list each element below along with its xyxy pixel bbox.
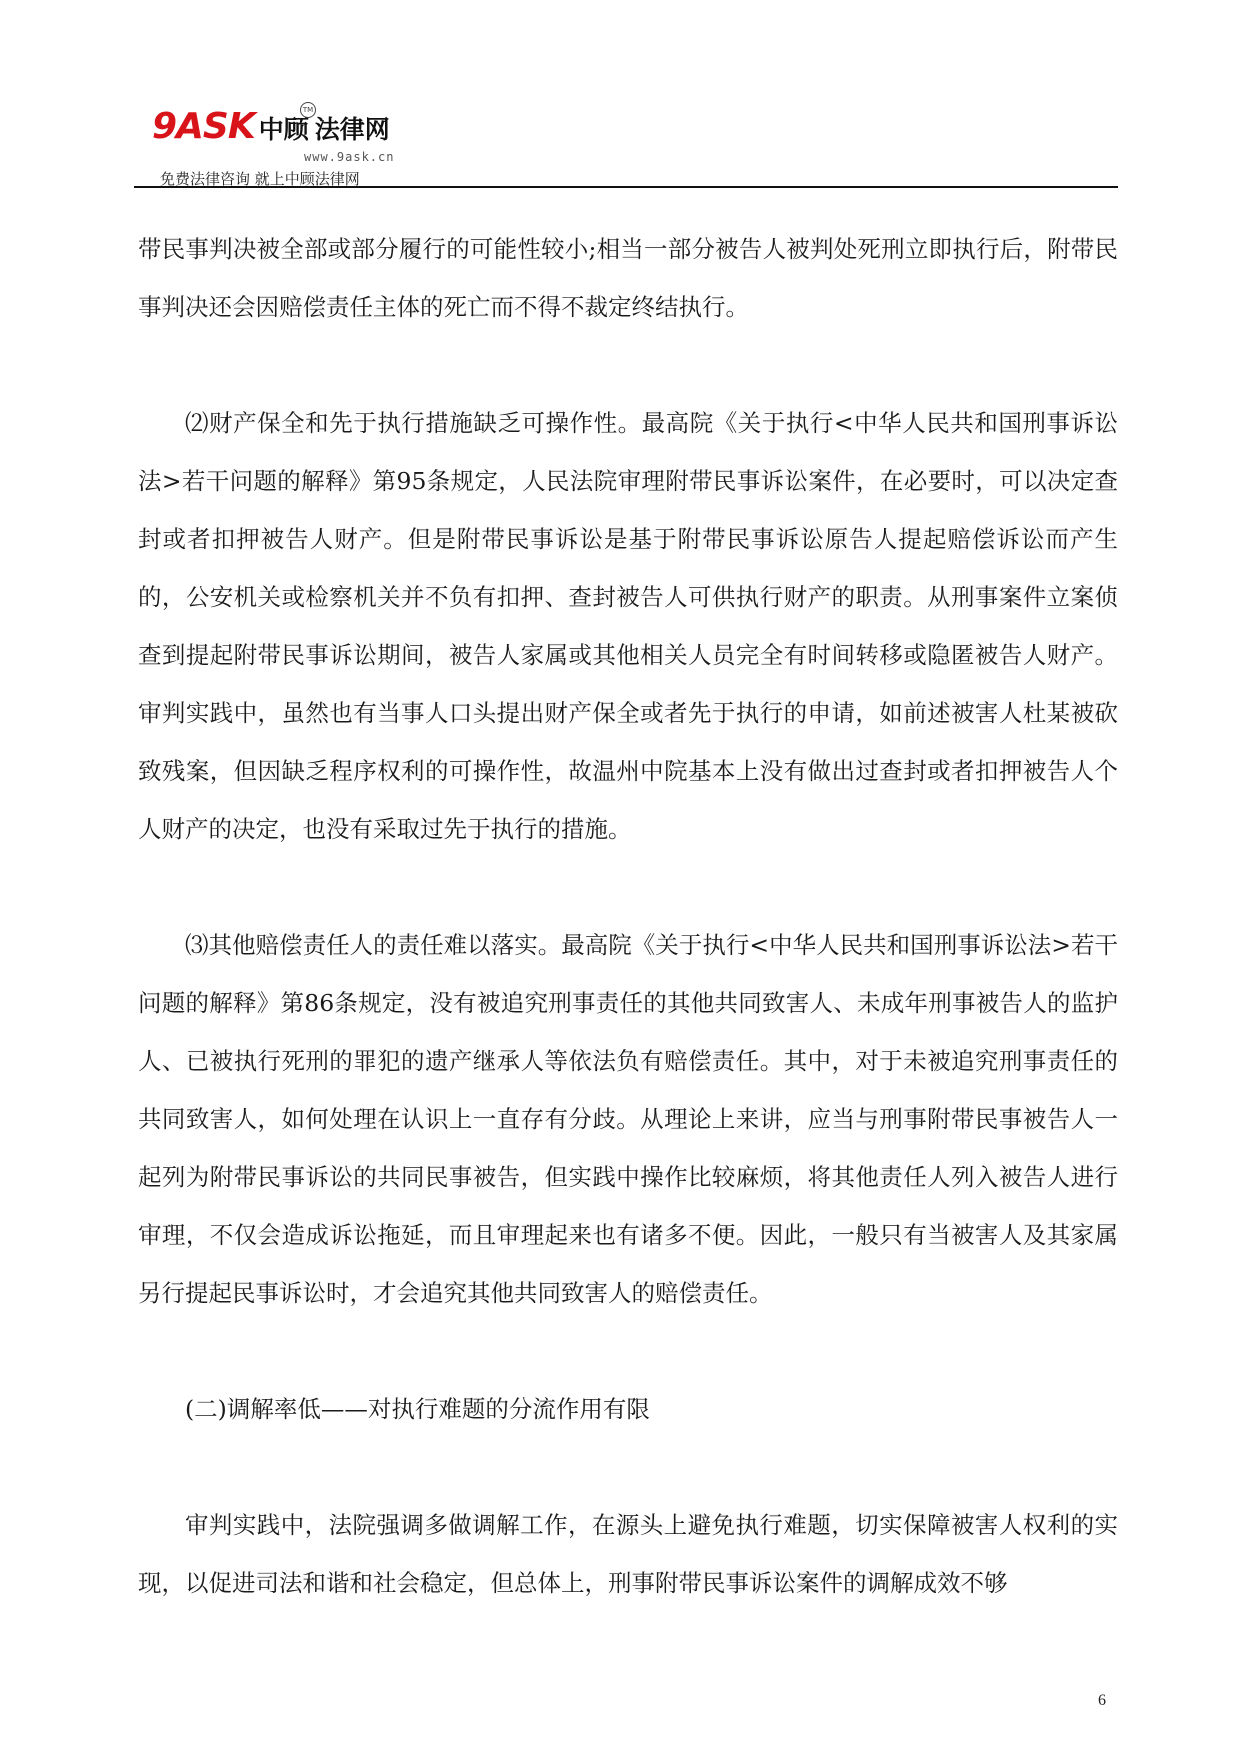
logo-wordmark — [152, 106, 390, 146]
paragraph-3: ⑶其他赔偿责任人的责任难以落实。最高院《关于执行<中华人民共和国刑事诉讼法>若干问题的解释》第86条规定，没有被追究刑事责任的其他共同致害人、未成年刑事被告人的监护人、已被执行死刑的罪犯的遗产继承人等依法负有赔偿责任。其中，对于未被追究刑事责任的共同致害人，如何处理在认识上一直存有分歧。从理论上来讲，应当与刑事附带民事被告人一起列为附带民事诉讼的共同民事被告，但实践中操作比较麻烦，将其他责任人列入被告人进行审理，不仅会造成诉讼拖延，而且审理起来也有诸多不便。因此，一般只有当被害人及其家属另行提起民事诉讼时，才会追究其他共同致害人的赔偿责任。 — [138, 931, 1118, 1307]
paragraph-gap — [138, 1438, 1118, 1496]
logo-cn2-text: 法律网 — [314, 115, 390, 144]
paragraph-5: 审判实践中，法院强调多做调解工作，在源头上避免执行难题，切实保障被害人权利的实现，以促进司法和谐和社会稳定，但总体上，刑事附带民事诉讼案件的调解成效不够 — [138, 1511, 1118, 1597]
section-heading: (二)调解率低——对执行难题的分流作用有限 — [185, 1395, 650, 1423]
page-number: 6 — [1098, 1692, 1106, 1709]
paragraph-gap — [138, 858, 1118, 916]
logo-url: www.9ask.cn — [304, 150, 395, 164]
paragraph-gap — [138, 336, 1118, 394]
logo-ask-text: 9ASK — [152, 106, 255, 147]
logo — [152, 106, 452, 186]
paragraph-gap — [138, 1322, 1118, 1380]
paragraph-continued: 带民事判决被全部或部分履行的可能性较小;相当一部分被告人被判处死刑立即执行后，附带民事判决还会因赔偿责任主体的死亡而不得不裁定终结执行。 — [138, 235, 1118, 321]
logo-slogan: 免费法律咨询 就上中顾法律网 — [160, 170, 360, 188]
page-header — [134, 92, 1118, 188]
header-divider — [134, 186, 1118, 188]
trademark-icon: TM — [300, 102, 316, 118]
paragraph-2: ⑵财产保全和先于执行措施缺乏可操作性。最高院《关于执行<中华人民共和国刑事诉讼法>若干问题的解释》第95条规定，人民法院审理附带民事诉讼案件，在必要时，可以决定查封或者扣押被告人财产。但是附带民事诉讼是基于附带民事诉讼原告人提起赔偿诉讼而产生的，公安机关或检察机关并不负有扣押、查封被告人可供执行财产的职责。从刑事案件立案侦查到提起附带民事诉讼期间，被告人家属或其他相关人员完全有时间转移或隐匿被告人财产。审判实践中，虽然也有当事人口头提出财产保全或者先于执行的申请，如前述被害人杜某被砍致残案，但因缺乏程序权利的可操作性，故温州中院基本上没有做出过查封或者扣押被告人个人财产的决定，也没有采取过先于执行的措施。 — [138, 409, 1118, 843]
logo-cn-text: 中顾 — [258, 115, 309, 144]
document-body — [138, 220, 1118, 1612]
